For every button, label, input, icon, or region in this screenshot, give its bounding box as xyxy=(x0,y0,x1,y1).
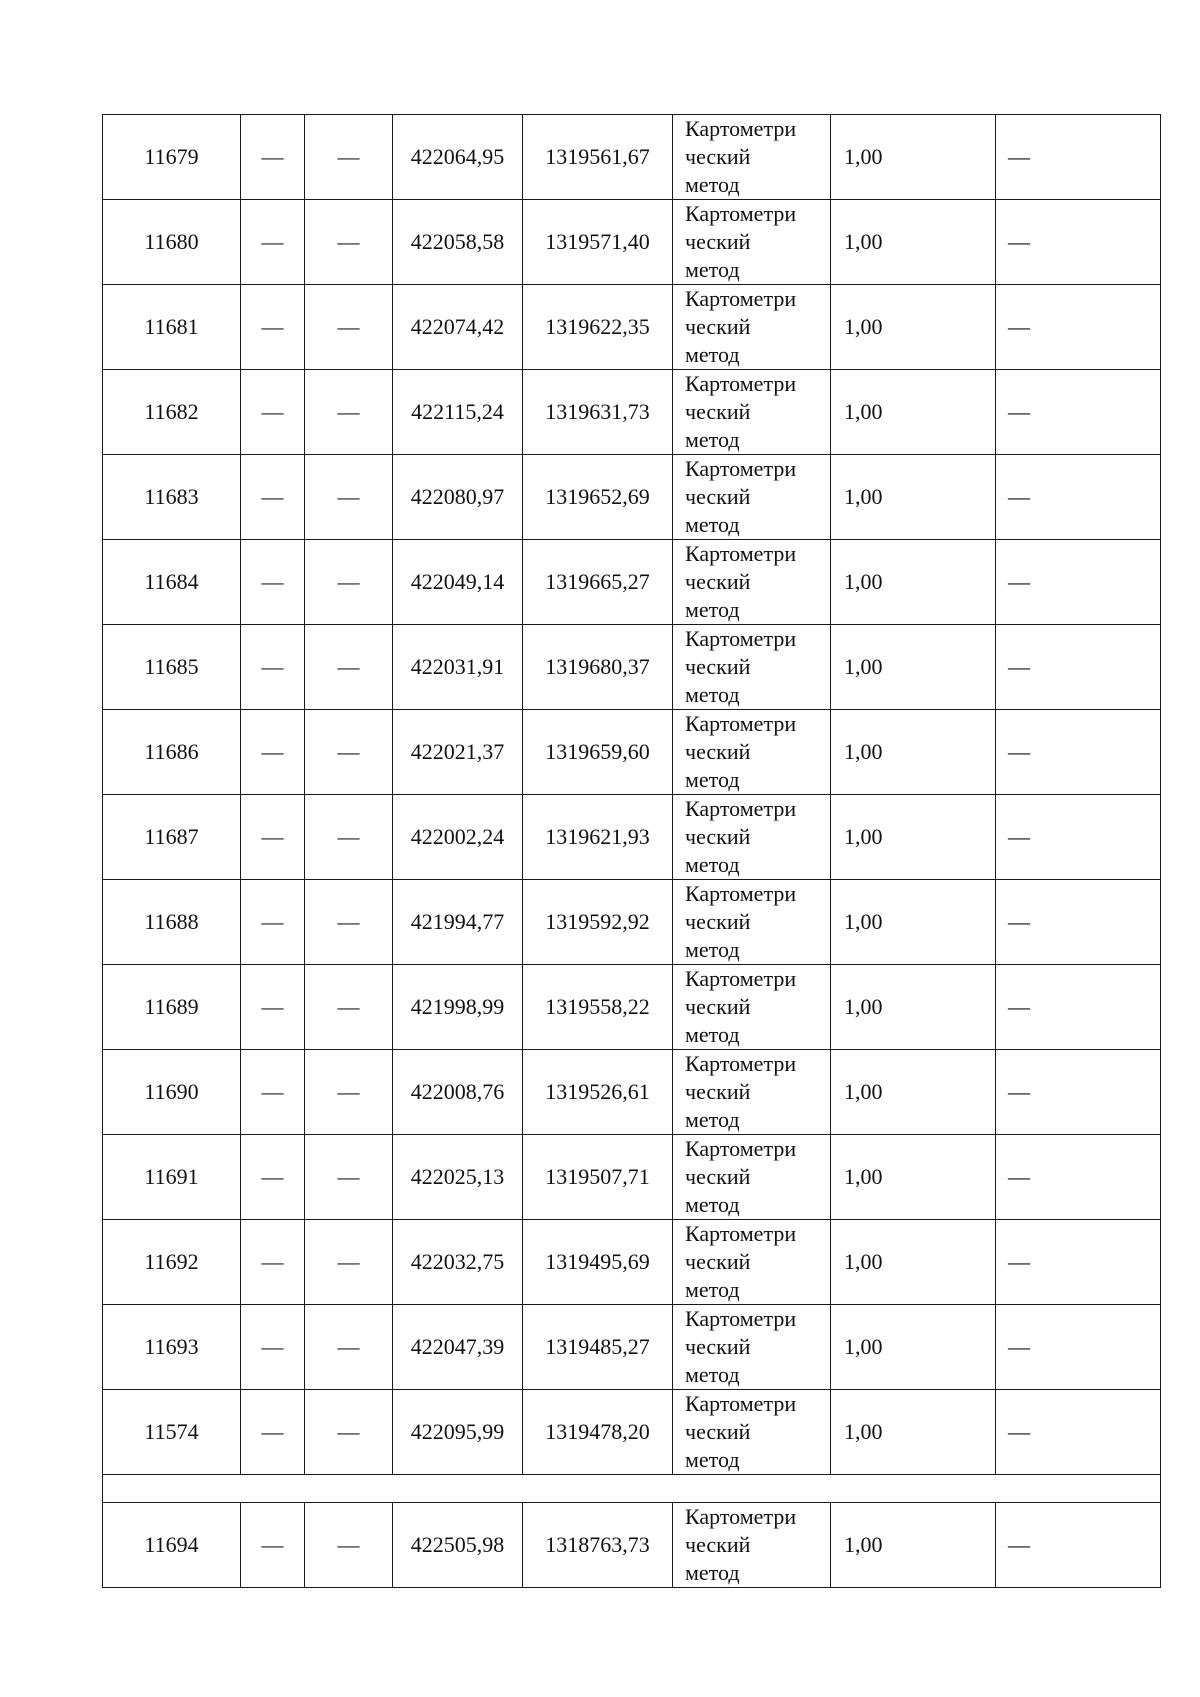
method-text-line: Картометри xyxy=(685,1051,797,1076)
point-number-cell: 11687 xyxy=(103,795,241,880)
method-text-line: метод xyxy=(685,1447,740,1472)
method-text-line: Картометри xyxy=(685,1391,797,1416)
point-number-cell: 11683 xyxy=(103,455,241,540)
description-cell: — xyxy=(996,370,1161,455)
empty-dash-cell: — xyxy=(305,795,393,880)
accuracy-cell: 1,00 xyxy=(831,200,996,285)
method-text-line: метод xyxy=(685,937,740,962)
y-coordinate-cell: 1319659,60 xyxy=(523,710,673,795)
point-number-cell: 11681 xyxy=(103,285,241,370)
method-cell xyxy=(673,1503,831,1588)
method-text-line: Картометри xyxy=(685,541,797,566)
accuracy-cell: 1,00 xyxy=(831,1050,996,1135)
method-cell xyxy=(673,880,831,965)
x-coordinate-cell: 422025,13 xyxy=(393,1135,523,1220)
empty-dash-cell: — xyxy=(241,880,305,965)
method-cell xyxy=(673,965,831,1050)
method-cell xyxy=(673,1305,831,1390)
y-coordinate-cell: 1319558,22 xyxy=(523,965,673,1050)
method-cell xyxy=(673,285,831,370)
method-text-line: ческий xyxy=(685,1334,751,1359)
method-text-line: метод xyxy=(685,1022,740,1047)
method-text-line: метод xyxy=(685,257,740,282)
method-text-line: ческий xyxy=(685,399,751,424)
method-text-line: Картометри xyxy=(685,1136,797,1161)
method-text-line: Картометри xyxy=(685,286,797,311)
description-cell: — xyxy=(996,285,1161,370)
method-text-line: метод xyxy=(685,1277,740,1302)
description-cell: — xyxy=(996,1050,1161,1135)
accuracy-cell: 1,00 xyxy=(831,1390,996,1475)
x-coordinate-cell: 422505,98 xyxy=(393,1503,523,1588)
empty-dash-cell: — xyxy=(241,1135,305,1220)
method-text-line: метод xyxy=(685,1107,740,1132)
y-coordinate-cell: 1319622,35 xyxy=(523,285,673,370)
y-coordinate-cell: 1319495,69 xyxy=(523,1220,673,1305)
empty-dash-cell: — xyxy=(241,1390,305,1475)
y-coordinate-cell: 1318763,73 xyxy=(523,1503,673,1588)
y-coordinate-cell: 1319680,37 xyxy=(523,625,673,710)
method-text-line: метод xyxy=(685,1560,740,1585)
x-coordinate-cell: 421994,77 xyxy=(393,880,523,965)
x-coordinate-cell: 422080,97 xyxy=(393,455,523,540)
y-coordinate-cell: 1319478,20 xyxy=(523,1390,673,1475)
method-text-line: ческий xyxy=(685,654,751,679)
point-number-cell: 11686 xyxy=(103,710,241,795)
accuracy-cell: 1,00 xyxy=(831,1135,996,1220)
empty-dash-cell: — xyxy=(241,795,305,880)
method-text-line: метод xyxy=(685,172,740,197)
table-row xyxy=(103,1135,1161,1220)
empty-dash-cell: — xyxy=(241,1305,305,1390)
empty-dash-cell: — xyxy=(305,115,393,200)
empty-dash-cell: — xyxy=(305,1503,393,1588)
accuracy-cell: 1,00 xyxy=(831,115,996,200)
table-row xyxy=(103,965,1161,1050)
table-row xyxy=(103,1220,1161,1305)
empty-dash-cell: — xyxy=(241,115,305,200)
method-text-line: метод xyxy=(685,852,740,877)
accuracy-cell: 1,00 xyxy=(831,710,996,795)
description-cell: — xyxy=(996,625,1161,710)
table-gap-row xyxy=(103,1475,1161,1503)
description-cell: — xyxy=(996,115,1161,200)
method-text-line: Картометри xyxy=(685,116,797,141)
description-cell: — xyxy=(996,1135,1161,1220)
description-cell: — xyxy=(996,1305,1161,1390)
empty-dash-cell: — xyxy=(305,965,393,1050)
empty-dash-cell: — xyxy=(241,1503,305,1588)
method-text-line: ческий xyxy=(685,314,751,339)
point-number-cell: 11692 xyxy=(103,1220,241,1305)
accuracy-cell: 1,00 xyxy=(831,880,996,965)
empty-dash-cell: — xyxy=(305,1135,393,1220)
x-coordinate-cell: 422032,75 xyxy=(393,1220,523,1305)
method-text-line: ческий xyxy=(685,994,751,1019)
method-text-line: ческий xyxy=(685,1079,751,1104)
point-number-cell: 11685 xyxy=(103,625,241,710)
x-coordinate-cell: 422074,42 xyxy=(393,285,523,370)
accuracy-cell: 1,00 xyxy=(831,370,996,455)
empty-dash-cell: — xyxy=(241,540,305,625)
table-row xyxy=(103,370,1161,455)
accuracy-cell: 1,00 xyxy=(831,285,996,370)
accuracy-cell: 1,00 xyxy=(831,965,996,1050)
y-coordinate-cell: 1319571,40 xyxy=(523,200,673,285)
method-text-line: ческий xyxy=(685,229,751,254)
accuracy-cell: 1,00 xyxy=(831,795,996,880)
x-coordinate-cell: 422095,99 xyxy=(393,1390,523,1475)
method-text-line: ческий xyxy=(685,909,751,934)
empty-dash-cell: — xyxy=(305,370,393,455)
method-cell xyxy=(673,1390,831,1475)
table-row xyxy=(103,795,1161,880)
x-coordinate-cell: 421998,99 xyxy=(393,965,523,1050)
x-coordinate-cell: 422002,24 xyxy=(393,795,523,880)
method-cell xyxy=(673,710,831,795)
accuracy-cell: 1,00 xyxy=(831,455,996,540)
empty-dash-cell: — xyxy=(305,710,393,795)
method-text-line: Картометри xyxy=(685,456,797,481)
table-row xyxy=(103,285,1161,370)
empty-dash-cell: — xyxy=(241,370,305,455)
table-row xyxy=(103,1305,1161,1390)
method-text-line: ческий xyxy=(685,484,751,509)
accuracy-cell: 1,00 xyxy=(831,1220,996,1305)
method-cell xyxy=(673,115,831,200)
point-number-cell: 11691 xyxy=(103,1135,241,1220)
table-body-continued xyxy=(103,1503,1161,1588)
empty-dash-cell: — xyxy=(241,455,305,540)
method-cell xyxy=(673,455,831,540)
empty-dash-cell: — xyxy=(305,625,393,710)
method-text-line: ческий xyxy=(685,739,751,764)
y-coordinate-cell: 1319631,73 xyxy=(523,370,673,455)
method-text-line: ческий xyxy=(685,1419,751,1444)
empty-dash-cell: — xyxy=(305,1220,393,1305)
empty-dash-cell: — xyxy=(305,540,393,625)
empty-dash-cell: — xyxy=(305,1050,393,1135)
method-text-line: Картометри xyxy=(685,371,797,396)
x-coordinate-cell: 422064,95 xyxy=(393,115,523,200)
method-text-line: ческий xyxy=(685,1249,751,1274)
table-body xyxy=(103,115,1161,1475)
method-text-line: Картометри xyxy=(685,626,797,651)
method-text-line: ческий xyxy=(685,824,751,849)
y-coordinate-cell: 1319621,93 xyxy=(523,795,673,880)
y-coordinate-cell: 1319526,61 xyxy=(523,1050,673,1135)
method-cell xyxy=(673,1220,831,1305)
y-coordinate-cell: 1319561,67 xyxy=(523,115,673,200)
point-number-cell: 11679 xyxy=(103,115,241,200)
method-text-line: Картометри xyxy=(685,201,797,226)
method-cell xyxy=(673,540,831,625)
method-text-line: метод xyxy=(685,1192,740,1217)
method-text-line: Картометри xyxy=(685,881,797,906)
accuracy-cell: 1,00 xyxy=(831,1503,996,1588)
table-row xyxy=(103,115,1161,200)
method-text-line: метод xyxy=(685,682,740,707)
empty-dash-cell: — xyxy=(241,965,305,1050)
empty-dash-cell: — xyxy=(305,1390,393,1475)
table-row xyxy=(103,710,1161,795)
point-number-cell: 11574 xyxy=(103,1390,241,1475)
method-text-line: метод xyxy=(685,597,740,622)
table-row xyxy=(103,200,1161,285)
table-row xyxy=(103,1390,1161,1475)
method-text-line: метод xyxy=(685,342,740,367)
description-cell: — xyxy=(996,1503,1161,1588)
method-text-line: Картометри xyxy=(685,711,797,736)
empty-dash-cell: — xyxy=(241,1220,305,1305)
method-text-line: ческий xyxy=(685,1164,751,1189)
x-coordinate-cell: 422049,14 xyxy=(393,540,523,625)
table-row xyxy=(103,880,1161,965)
y-coordinate-cell: 1319652,69 xyxy=(523,455,673,540)
method-cell xyxy=(673,795,831,880)
accuracy-cell: 1,00 xyxy=(831,540,996,625)
description-cell: — xyxy=(996,1390,1161,1475)
method-text-line: Картометри xyxy=(685,1306,797,1331)
table-row xyxy=(103,625,1161,710)
y-coordinate-cell: 1319592,92 xyxy=(523,880,673,965)
method-text-line: Картометри xyxy=(685,966,797,991)
x-coordinate-cell: 422058,58 xyxy=(393,200,523,285)
description-cell: — xyxy=(996,795,1161,880)
method-text-line: метод xyxy=(685,767,740,792)
method-cell xyxy=(673,1050,831,1135)
method-text-line: метод xyxy=(685,512,740,537)
method-text-line: ческий xyxy=(685,569,751,594)
method-text-line: метод xyxy=(685,427,740,452)
x-coordinate-cell: 422031,91 xyxy=(393,625,523,710)
empty-dash-cell: — xyxy=(305,285,393,370)
description-cell: — xyxy=(996,880,1161,965)
table-row xyxy=(103,1050,1161,1135)
point-number-cell: 11684 xyxy=(103,540,241,625)
method-text-line: метод xyxy=(685,1362,740,1387)
method-text-line: ческий xyxy=(685,144,751,169)
description-cell: — xyxy=(996,965,1161,1050)
x-coordinate-cell: 422021,37 xyxy=(393,710,523,795)
table-row xyxy=(103,540,1161,625)
x-coordinate-cell: 422008,76 xyxy=(393,1050,523,1135)
method-cell xyxy=(673,370,831,455)
empty-dash-cell: — xyxy=(241,625,305,710)
empty-dash-cell: — xyxy=(241,285,305,370)
empty-dash-cell: — xyxy=(305,455,393,540)
coordinates-table xyxy=(102,114,1161,1588)
x-coordinate-cell: 422047,39 xyxy=(393,1305,523,1390)
point-number-cell: 11680 xyxy=(103,200,241,285)
description-cell: — xyxy=(996,540,1161,625)
method-cell xyxy=(673,1135,831,1220)
point-number-cell: 11690 xyxy=(103,1050,241,1135)
point-number-cell: 11682 xyxy=(103,370,241,455)
y-coordinate-cell: 1319485,27 xyxy=(523,1305,673,1390)
point-number-cell: 11688 xyxy=(103,880,241,965)
point-number-cell: 11693 xyxy=(103,1305,241,1390)
description-cell: — xyxy=(996,200,1161,285)
empty-dash-cell: — xyxy=(241,200,305,285)
point-number-cell: 11694 xyxy=(103,1503,241,1588)
description-cell: — xyxy=(996,1220,1161,1305)
method-text-line: Картометри xyxy=(685,1221,797,1246)
table-row xyxy=(103,1503,1161,1588)
description-cell: — xyxy=(996,455,1161,540)
accuracy-cell: 1,00 xyxy=(831,625,996,710)
table-gap xyxy=(103,1475,1161,1503)
method-text-line: ческий xyxy=(685,1532,751,1557)
point-number-cell: 11689 xyxy=(103,965,241,1050)
description-cell: — xyxy=(996,710,1161,795)
method-text-line: Картометри xyxy=(685,1504,797,1529)
empty-dash-cell: — xyxy=(241,1050,305,1135)
accuracy-cell: 1,00 xyxy=(831,1305,996,1390)
empty-dash-cell: — xyxy=(305,1305,393,1390)
y-coordinate-cell: 1319507,71 xyxy=(523,1135,673,1220)
empty-dash-cell: — xyxy=(305,200,393,285)
gap-cell xyxy=(103,1475,1161,1503)
x-coordinate-cell: 422115,24 xyxy=(393,370,523,455)
empty-dash-cell: — xyxy=(305,880,393,965)
table-row xyxy=(103,455,1161,540)
method-text-line: Картометри xyxy=(685,796,797,821)
method-cell xyxy=(673,625,831,710)
y-coordinate-cell: 1319665,27 xyxy=(523,540,673,625)
method-cell xyxy=(673,200,831,285)
empty-dash-cell: — xyxy=(241,710,305,795)
